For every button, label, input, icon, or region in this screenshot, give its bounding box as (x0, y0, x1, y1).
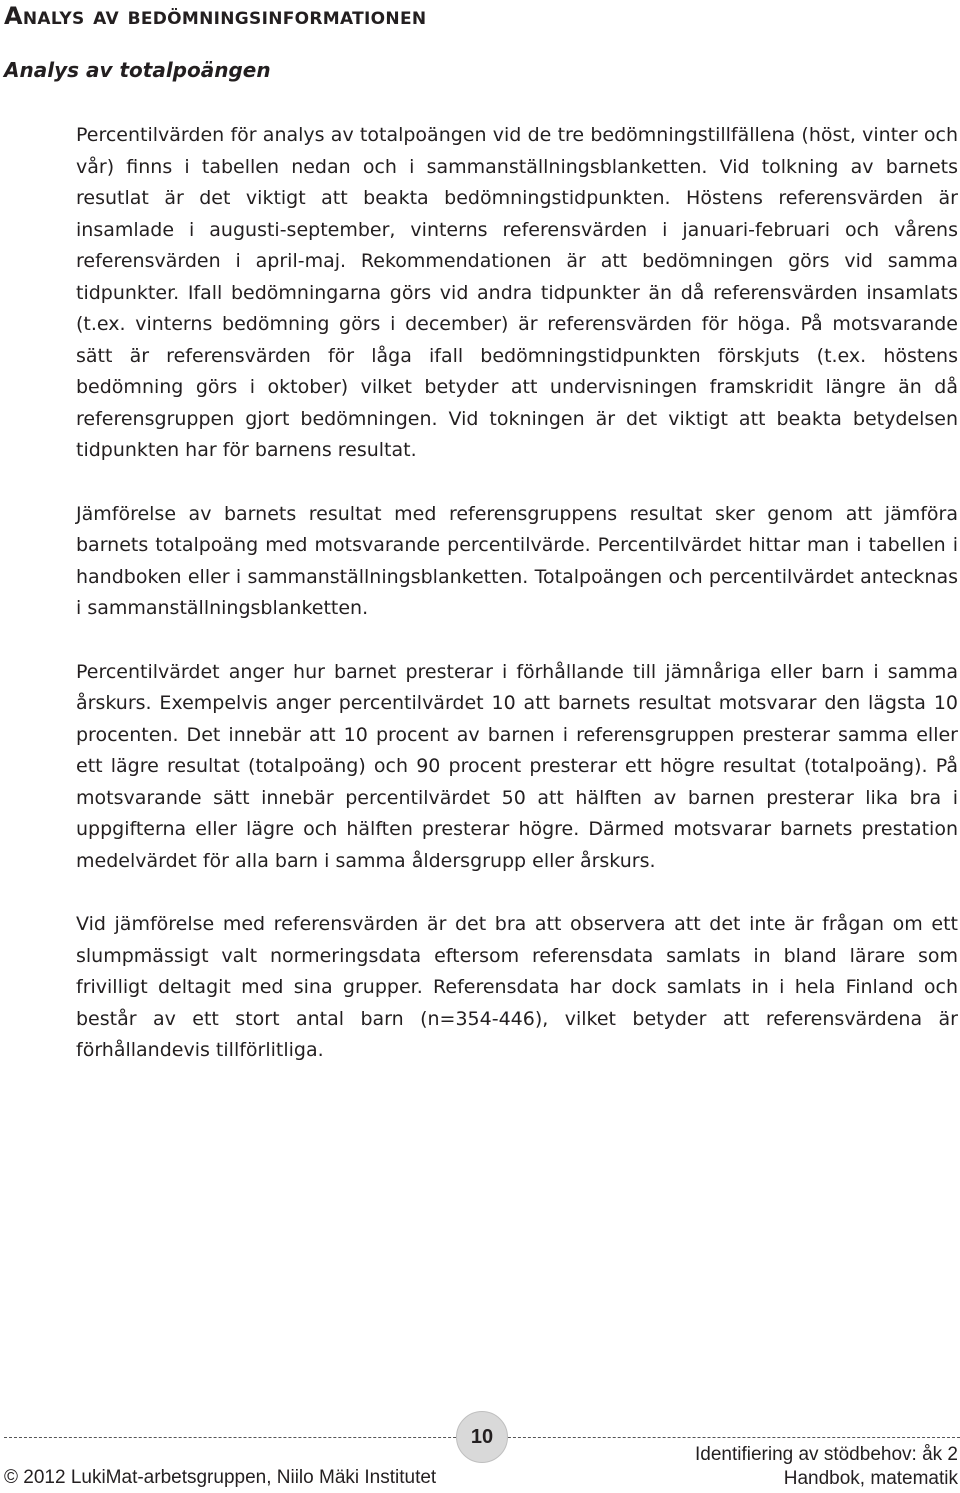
paragraph-4: Vid jämförelse med referensvärden är det bra att observera att det inte är frågan om ett slumpmässigt valt normeringsdata eftersom referensdata samlats in bland lärare som frivilligt deltagit med sina grupper. Referensdata har dock samlats in i hela Finland och består av ett stort antal barn (n=354-446), vilket betyder att referensvärdena är förhållandevis tillförlitliga. (76, 913, 958, 1061)
paragraph-2: Jämförelse av barnets resultat med referensgruppens resultat sker genom att jämföra barnets totalpoäng med motsvarande percentilvärde. Percentilvärdet hittar man i tabellen i handboken eller i sammanställningsblanketten. Totalpoängen och percentilvärdet antecknas i sammanställningsblanketten. (76, 502, 958, 619)
page-number-badge (456, 1411, 508, 1463)
subsection-heading: Analys av totalpoängen (4, 58, 271, 82)
page-number: 10 (470, 1425, 494, 1448)
section-heading: Analys av bedömningsinformationen (4, 2, 427, 30)
footer-copyright: © 2012 LukiMat-arbetsgruppen, Niilo Mäki Institutet (4, 1467, 437, 1488)
paragraph-3: Percentilvärdet anger hur barnet presterar i förhållande till jämnåriga eller barn i samma årskurs. Exempelvis anger percentilvärdet 10 att barnets resultat motsvarar den lägsta 10 procenten. Det innebär att 10 procent av barnen i referensgruppen presterar samma eller ett lägre resultat (totalpoäng) och 90 procent presterar ett högre resultat (totalpoäng). På motsvarande sätt innebär percentilvärdet 50 att hälften av barnen presterar lika bra i uppgifterna eller lägre och hälften presterar högre. Därmed motsvarar barnets prestation medelvärdet för alla barn i samma åldersgrupp eller årskurs. (76, 660, 958, 872)
footer-title-line-1: Identifiering av stödbehov: åk 2 (694, 1444, 958, 1465)
paragraph-1: Percentilvärden för analys av totalpoängen vid de tre bedömningstillfällena (höst, vinter och vår) finns i tabellen nedan och i sammanställningsblanketten. Vid tolkning av barnets resutlat är det viktigt att beakta bedömningstidpunkten. Höstens referensvärden är insamlade i augusti-september, vinterns referensvärden i januari-februari och vårens referensvärden i april-maj. Rekommendationen är att bedömningen görs vid samma tidpunkter. Ifall bedömningarna görs vid andra tidpunkter än då referensvärden insamlats (t.ex. vinterns bedömning görs i december) är referensvärden för höga. På motsvarande sätt är referensvärden för låga ifall bedömningstidpunkten förskjuts (t.ex. höstens bedömning görs i oktober) vilket betyder att undervisningen framskridit längre än då referensgruppen gjort bedömningen. Vid tokningen är det viktigt att beakta betydelsen tidpunkten har för barnens resultat. (76, 124, 958, 461)
footer-title-line-2: Handbok, matematik (783, 1468, 958, 1489)
body-text (76, 120, 958, 1099)
footer-title (695, 1443, 958, 1491)
